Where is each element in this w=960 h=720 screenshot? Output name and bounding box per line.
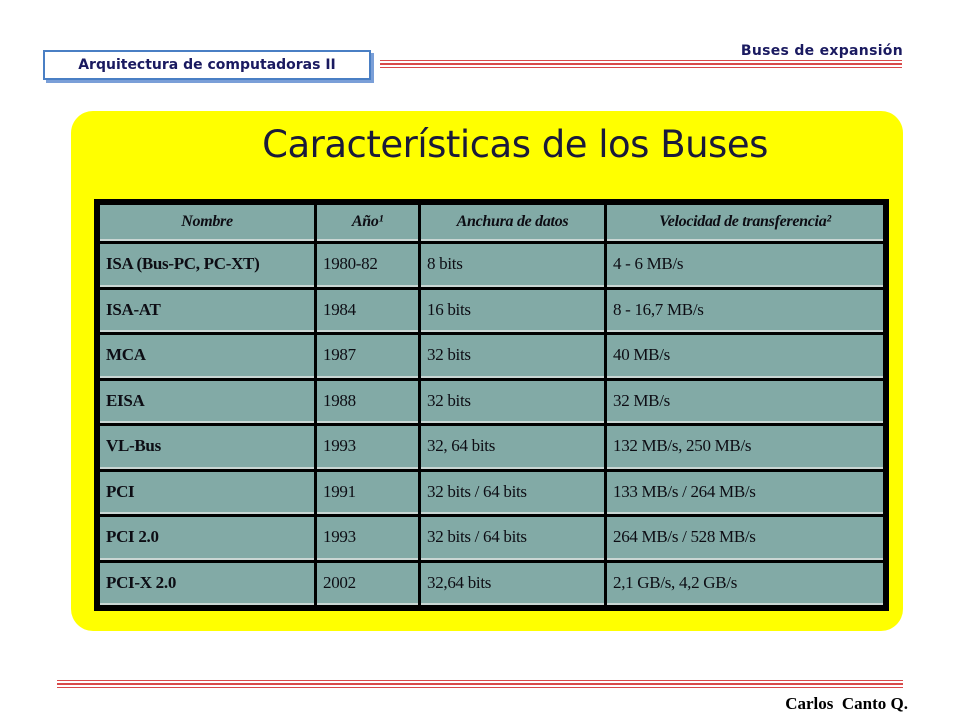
author-name: Carlos Canto Q. xyxy=(785,694,908,713)
table-row xyxy=(100,517,883,560)
cell-anchura: 32, 64 bits xyxy=(421,426,604,469)
cell-ano: 1987 xyxy=(317,335,418,378)
cell-ano: 1988 xyxy=(317,381,418,424)
cell-ano: 1991 xyxy=(317,472,418,515)
cell-nombre: VL-Bus xyxy=(100,426,314,469)
header-nombre: Nombre xyxy=(100,205,314,241)
cell-nombre: EISA xyxy=(100,381,314,424)
table-header-row xyxy=(100,205,883,241)
header-anchura: Anchura de datos xyxy=(421,205,604,241)
table-row xyxy=(100,290,883,333)
cell-velocidad: 8 - 16,7 MB/s xyxy=(607,290,883,333)
section-title: Buses de expansión xyxy=(740,43,903,59)
cell-velocidad: 132 MB/s, 250 MB/s xyxy=(607,426,883,469)
footer-rule xyxy=(57,680,903,690)
header-rule xyxy=(380,60,902,70)
cell-anchura: 32 bits / 64 bits xyxy=(421,517,604,560)
table-row xyxy=(100,563,883,606)
cell-anchura: 32 bits xyxy=(421,335,604,378)
table-row xyxy=(100,335,883,378)
cell-velocidad: 2,1 GB/s, 4,2 GB/s xyxy=(607,563,883,606)
cell-velocidad: 32 MB/s xyxy=(607,381,883,424)
header-ano: Año¹ xyxy=(317,205,418,241)
bus-table-container xyxy=(94,199,889,611)
header-velocidad: Velocidad de transferencia² xyxy=(607,205,883,241)
course-title: Arquitectura de computadoras II xyxy=(78,57,336,73)
cell-anchura: 32 bits xyxy=(421,381,604,424)
cell-velocidad: 40 MB/s xyxy=(607,335,883,378)
cell-nombre: PCI xyxy=(100,472,314,515)
course-title-box xyxy=(43,50,371,80)
cell-ano: 1984 xyxy=(317,290,418,333)
table-row xyxy=(100,426,883,469)
cell-velocidad: 264 MB/s / 528 MB/s xyxy=(607,517,883,560)
cell-ano: 1993 xyxy=(317,517,418,560)
table-row xyxy=(100,244,883,287)
bus-table xyxy=(97,202,886,608)
cell-nombre: ISA (Bus-PC, PC-XT) xyxy=(100,244,314,287)
cell-anchura: 8 bits xyxy=(421,244,604,287)
slide-title: Características de los Buses xyxy=(262,123,768,166)
cell-ano: 1993 xyxy=(317,426,418,469)
cell-anchura: 32 bits / 64 bits xyxy=(421,472,604,515)
cell-anchura: 32,64 bits xyxy=(421,563,604,606)
cell-anchura: 16 bits xyxy=(421,290,604,333)
cell-nombre: PCI-X 2.0 xyxy=(100,563,314,606)
cell-velocidad: 4 - 6 MB/s xyxy=(607,244,883,287)
cell-nombre: PCI 2.0 xyxy=(100,517,314,560)
cell-ano: 2002 xyxy=(317,563,418,606)
cell-nombre: MCA xyxy=(100,335,314,378)
cell-nombre: ISA-AT xyxy=(100,290,314,333)
table-row xyxy=(100,472,883,515)
table-row xyxy=(100,381,883,424)
cell-velocidad: 133 MB/s / 264 MB/s xyxy=(607,472,883,515)
cell-ano: 1980-82 xyxy=(317,244,418,287)
